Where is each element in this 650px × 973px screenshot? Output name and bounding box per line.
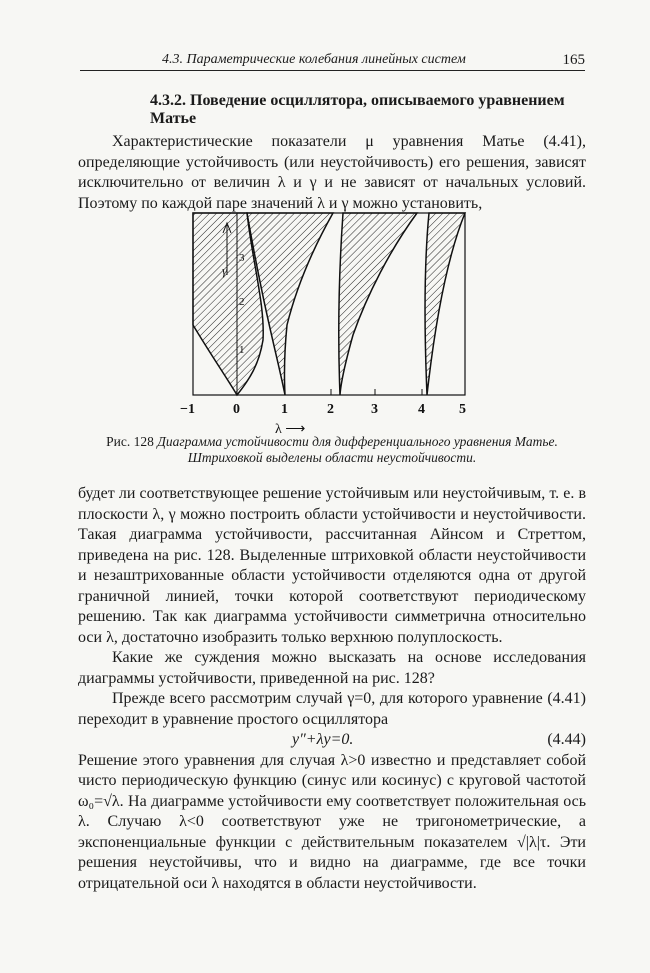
equation-line: [78, 730, 586, 751]
paragraph-3: Прежде всего рассмотрим случай γ=0, для которого уравнение (4.41) переходит в уравнение простого осциллятора: [78, 690, 586, 728]
instability-region-3: [425, 213, 465, 395]
x-tick-label-5: 5: [459, 402, 466, 417]
intro-text: Характеристические показатели μ уравнения Матье (4.41), определяющие устойчивость (или неустойчивость) его решения, зависят исключительно от величин λ и γ и не зависят от начальных условий. Поэтому по каждой паре значений λ и γ можно установить,: [78, 133, 586, 212]
section-title: 4.3.2. Поведение осциллятора, описываемого уравнением Матье: [150, 92, 565, 127]
y-tick-label-3: 3: [239, 252, 245, 264]
intro-paragraph: [78, 132, 586, 214]
caption-label: Рис. 128: [106, 434, 154, 449]
figure-caption: [78, 434, 586, 466]
page-number: 165: [562, 52, 585, 68]
instability-region-2: [339, 213, 417, 395]
equation: y″+λy=0.: [292, 731, 354, 748]
paragraph-1: будет ли соответствующее решение устойчивым или неустойчивым, т. е. в плоскости λ, γ можно построить области устойчивости и неустойчивости. Такая диаграмма устойчивости, рассчитанная Айнсом и Стреттом, приведена на рис. 128. Выделенные штриховкой области неустойчивости и незаштрихованные области устойчивости отделяются одна от другой граничной линией, точки которой соответствуют периодическому решению. Так как диаграмма устойчивости симметрична относительно оси λ, достаточно изобразить только верхнюю полуплоскость.: [78, 485, 586, 646]
x-tick-label-2: 2: [327, 402, 334, 417]
x-tick-label-4: 4: [418, 402, 425, 417]
x-tick-label-3: 3: [371, 402, 378, 417]
x-tick-label-0: 0: [233, 402, 240, 417]
x-tick-label-1: 1: [281, 402, 288, 417]
y-tick-label-1: 1: [239, 344, 245, 356]
running-header: [80, 52, 585, 71]
gamma-axis-label: γ: [222, 263, 228, 278]
paragraph-2: Какие же суждения можно высказать на основе исследования диаграммы устойчивости, приведенной на рис. 128?: [78, 649, 586, 687]
equation-number: (4.44): [547, 731, 586, 748]
x-axis-label: λ ⟶: [275, 422, 306, 437]
paragraph-4: Решение этого уравнения для случая λ>0 известно и представляет собой чисто периодическую функцию (синус или косинус) с круговой частотой ω₀=√λ. На диаграмме устойчивости ему соответствует положительная ось λ. Случаю λ<0 соответствуют уже не тригонометрические, а экспоненциальные функции с действительным показателем √|λ|τ. Эти решения неустойчивы, что и видно на диаграмме, где все точки отрицательной оси λ находятся в области неустойчивости.: [78, 751, 586, 892]
y-tick-label-2: 2: [239, 296, 245, 308]
running-title: 4.3. Параметрические колебания линейных систем: [162, 52, 466, 67]
caption-text: Диаграмма устойчивости для дифференциального уравнения Матье. Штриховкой выделены области неустойчивости.: [157, 434, 558, 465]
stability-diagram: [175, 205, 485, 445]
body-text: [78, 484, 586, 894]
x-tick-label-m1: −1: [180, 402, 195, 417]
